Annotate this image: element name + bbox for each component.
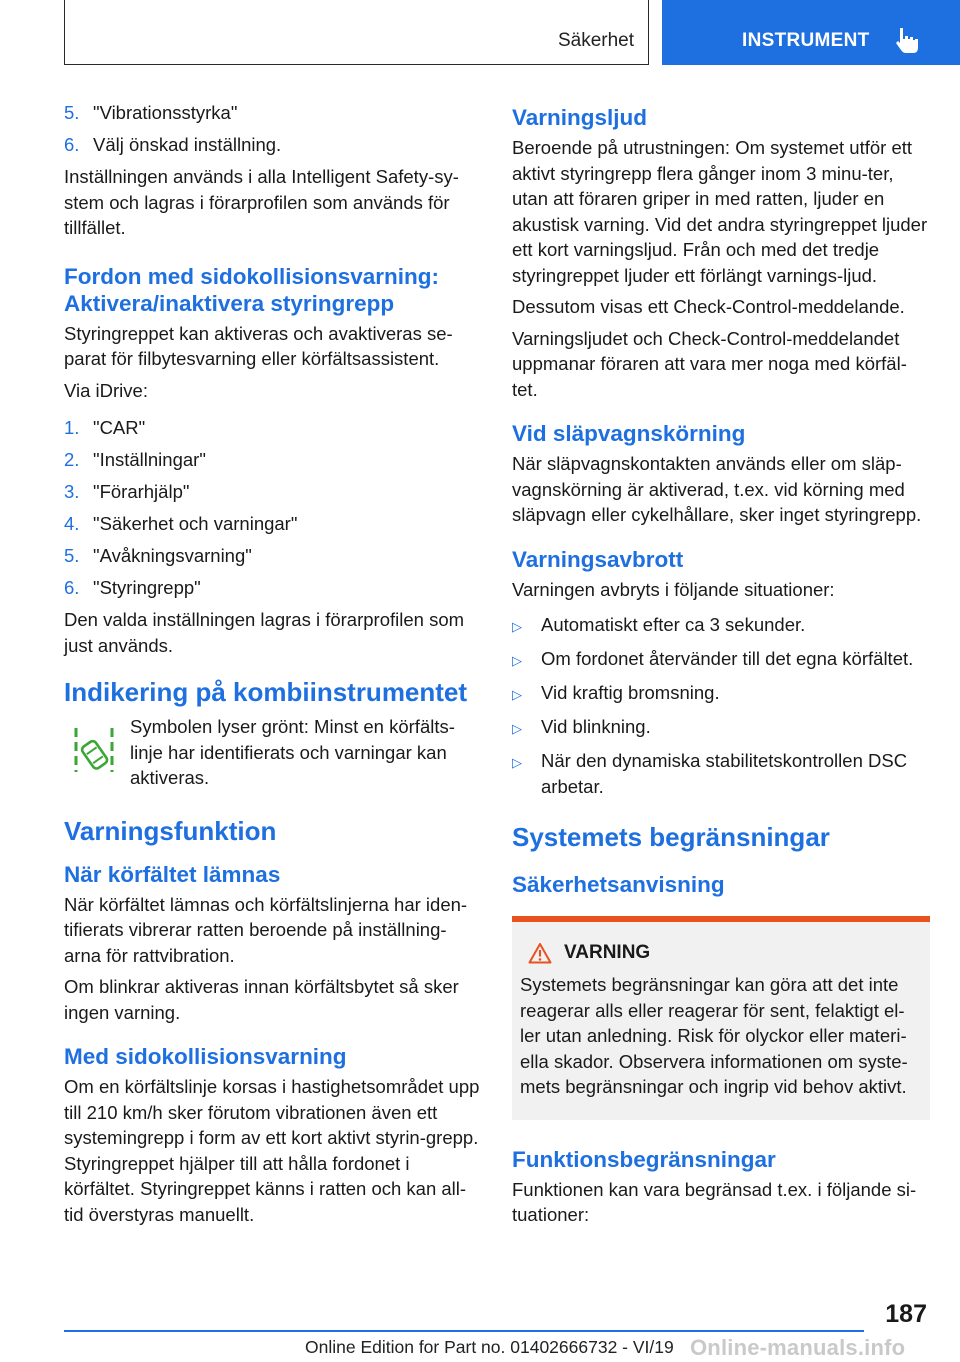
triangle-bullet-icon: ▷ [512,721,522,736]
list-item: 4. "Säkerhet och varningar" [64,513,298,534]
heading-sidecollision-steering: Fordon med sidokollisionsvarning: Aktivera/inaktivera styringrepp [64,263,440,316]
heading-indicator: Indikering på kombiinstrumentet [64,677,468,707]
heading-system-limits: Systemets begränsningar [512,822,830,852]
paragraph: Funktionen kan vara begränsad t.ex. i följande si-tuationer: [512,1178,917,1225]
header-chapter-title: INSTRUMENT [742,30,870,51]
footer-divider [64,1330,864,1332]
warning-triangle-icon [528,942,552,964]
heading-with-side-collision: Med sidokollisionsvarning [64,1044,347,1069]
list-item: ▷ Om fordonet återvänder till det egna körfältet. [512,646,930,674]
paragraph: Inställningen används i alla Intelligent Safety-sy-stem och lagras i förarprofilen som används för tillfället. [64,166,459,238]
triangle-bullet-icon: ▷ [512,619,522,634]
paragraph: Om blinkrar aktiveras innan körfältsbytet så sker ingen varning. [64,976,459,1023]
paragraph: Varningen avbryts i följande situationer: [512,578,835,600]
left-column [64,100,482,1233]
steps-list-top [64,100,482,158]
paragraph: När släpvagnskontakten används eller om släp-vagnskörning är aktiverad, t.ex. vid körning med släpvagn eller cykelhållare, sker inget styringrepp. [512,453,922,525]
paragraph: När körfältet lämnas och körfältslinjerna har iden-tifierats vibrerar ratten beroende på inställning-arna för rattvibration. [64,893,468,966]
triangle-bullet-icon: ▷ [512,687,522,702]
paragraph: Via iDrive: [64,379,148,401]
list-item: 5. "Vibrationsstyrka" [64,102,238,123]
hand-pointer-icon [894,26,920,54]
indicator-text: Symbolen lyser grönt: Minst en körfälts-linje har identifierats och varningar kan aktiveras. [130,716,455,788]
heading-warning-sound: Varningsljud [512,105,648,130]
steps-list-idrive [64,415,482,601]
abort-list [512,612,930,799]
header-chapter-tab [662,0,960,65]
list-item: 6. "Styringrepp" [64,577,201,598]
list-item: 3. "Förarhjälp" [64,481,190,502]
heading-leaving-lane: När körfältet lämnas [64,861,281,887]
lane-departure-icon [64,714,130,791]
paragraph: Om en körfältslinje korsas i hastighetsområdet upp till 210 km/h sker förutom vibrationen även ett systemingrepp i form av ett kort aktivt styrin-grepp. Styringreppet hjälper till att hålla fordonet i körfältet. Styringreppet känns i ratten och kan all-tid överstyras manuellt. [64,1076,480,1225]
page-number: 187 [885,1300,927,1328]
right-column [512,100,930,1234]
warning-box [512,916,930,1120]
warning-label: VARNING [564,942,651,963]
indicator-block [64,714,482,791]
paragraph: Styringreppet kan aktiveras och avaktiveras se-parat för filbytesvarning eller körfältsassistent. [64,322,453,369]
list-item: 5. "Avåkningsvarning" [64,545,252,566]
triangle-bullet-icon: ▷ [512,755,522,770]
warning-text: Systemets begränsningar kan göra att det inte reagerar alls eller reagerar för sent, felaktigt el-ler utan anledning. Risk för olyckor eller materi-ella skador. Observera informationen om syste-mets begränsningar och ingrip vid behov aktivt. [520,974,908,1097]
list-item: ▷ Vid blinkning. [512,714,930,742]
paragraph: Den valda inställningen lagras i förarprofilen som just används. [64,609,465,656]
header-section-tab [64,0,649,65]
list-item: 6. Välj önskad inställning. [64,134,282,155]
watermark: Online-manuals.info [690,1335,906,1360]
heading-trailer: Vid släpvagnskörning [512,421,746,446]
triangle-bullet-icon: ▷ [512,653,522,668]
list-item: ▷ När den dynamiska stabilitetskontrollen DSC arbetar. [512,748,930,799]
header-section-title: Säkerhet [557,30,634,51]
heading-warning-function: Varningsfunktion [64,815,277,846]
list-item: 1. "CAR" [64,417,146,438]
list-item: 2. "Inställningar" [64,449,206,470]
paragraph: Beroende på utrustningen: Om systemet utför ett aktivt styringrepp flera gånger inom 3 minu-ter, utan att föraren griper in med ratten, ljuder en akustisk varning. Vid det andra styringreppet ljuder ett kort varningsljud. Från och med det tredje styringreppet ljuder ett förlängt varnings-ljud. [512,137,928,286]
heading-function-limits: Funktionsbegränsningar [512,1146,776,1172]
paragraph: Dessutom visas ett Check-Control-meddelande. [512,296,905,317]
paragraph: Varningsljudet och Check-Control-meddelandet uppmanar föraren att vara mer noga med körfäl-tet. [512,327,907,400]
warning-title [520,942,920,964]
list-item: ▷ Vid kraftig bromsning. [512,680,930,708]
footer-edition: Online Edition for Part no. 01402666732 - VI/19 [305,1337,674,1357]
heading-warning-abort: Varningsavbrott [512,546,684,572]
list-item: ▷ Automatiskt efter ca 3 sekunder. [512,612,930,640]
heading-safety-note: Säkerhetsanvisning [512,872,725,897]
